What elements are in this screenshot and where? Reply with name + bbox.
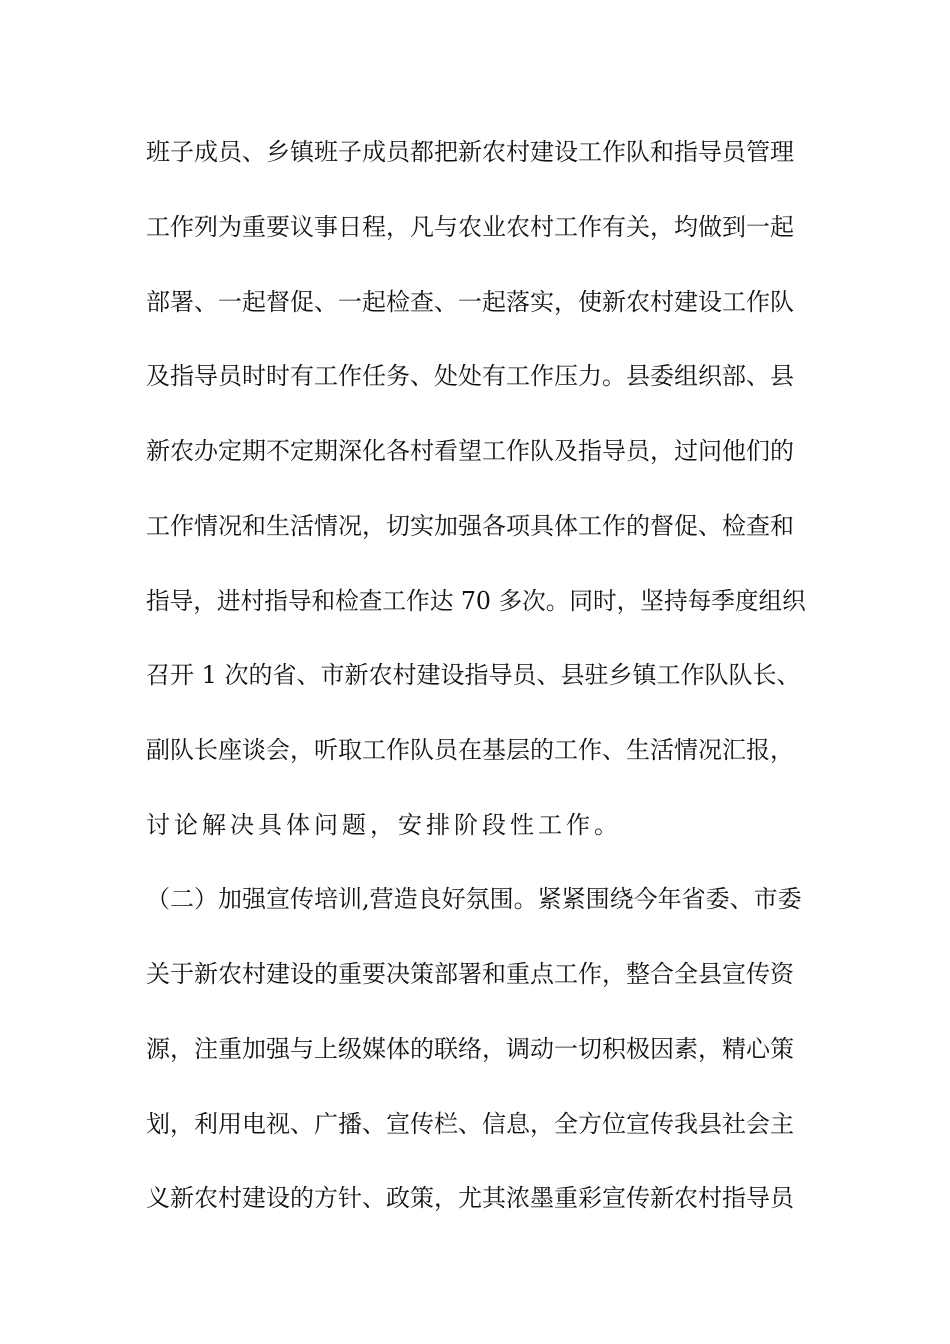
text-line: 及指导员时时有工作任务、处处有工作压力。县委组织部、县: [146, 362, 794, 390]
section-heading-line: （二）加强宣传培训,营造良好氛围。紧紧围绕今年省委、市委: [146, 885, 802, 913]
text-line: 班子成员、乡镇班子成员都把新农村建设工作队和指导员管理: [146, 138, 794, 166]
text-line: 关于新农村建设的重要决策部署和重点工作，整合全县宣传资: [146, 960, 794, 988]
text-line: 召开 1 次的省、市新农村建设指导员、县驻乡镇工作队队长、: [146, 661, 801, 689]
text-line: 划，利用电视、广播、宣传栏、信息，全方位宣传我县社会主: [146, 1110, 794, 1138]
text-line: 指导，进村指导和检查工作达 70 多次。同时，坚持每季度组织: [146, 587, 806, 615]
text-line: 义新农村建设的方针、政策，尤其浓墨重彩宣传新农村指导员: [146, 1184, 794, 1212]
text-line: 副队长座谈会，听取工作队员在基层的工作、生活情况汇报，: [146, 736, 794, 764]
text-line: 工作情况和生活情况，切实加强各项具体工作的督促、检查和: [146, 512, 794, 540]
text-line: 讨论解决具体问题，安排阶段性工作。: [146, 811, 622, 839]
text-line: 工作列为重要议事日程，凡与农业农村工作有关，均做到一起: [146, 213, 794, 241]
text-line: 部署、一起督促、一起检查、一起落实，使新农村建设工作队: [146, 288, 794, 316]
text-line: 源，注重加强与上级媒体的联络，调动一切积极因素，精心策: [146, 1035, 794, 1063]
text-line: 新农办定期不定期深化各村看望工作队及指导员，过问他们的: [146, 437, 794, 465]
